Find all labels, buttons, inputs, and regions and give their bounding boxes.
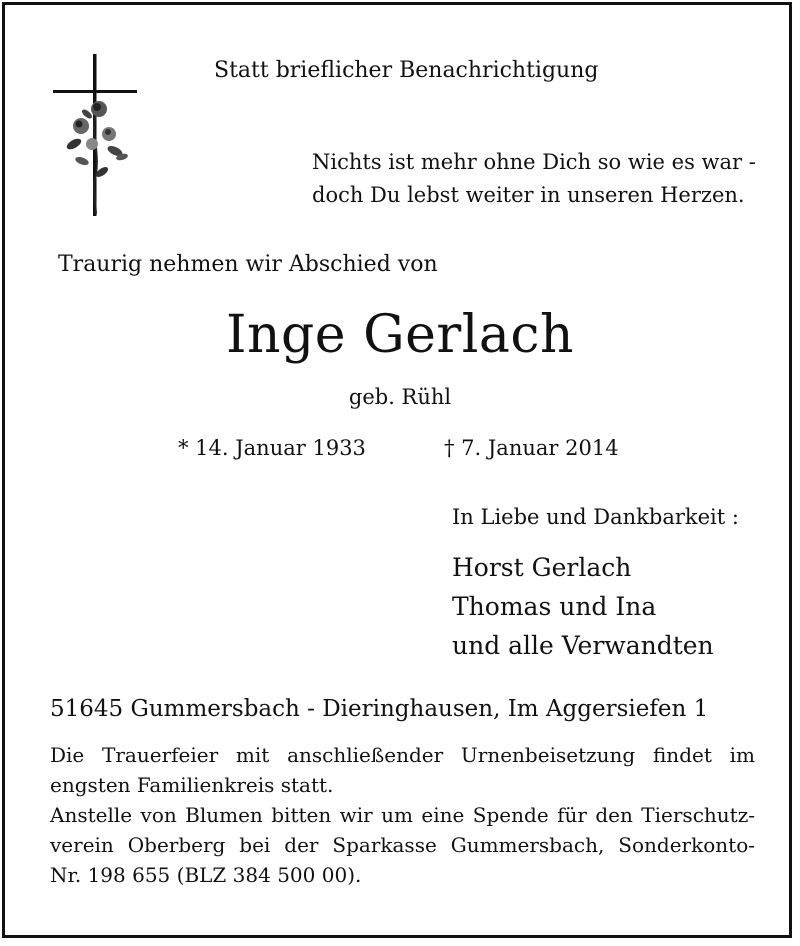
donation-notice-line: verein Oberberg bei der Sparkasse Gummersbach, Sonderkonto- (50, 833, 755, 857)
family-address: 51645 Gummersbach - Dieringhausen, Im Aggersiefen 1 (50, 696, 709, 722)
maiden-name: geb. Rühl (348, 385, 452, 409)
memorial-verse (312, 146, 756, 212)
donation-notice-line: Nr. 198 655 (BLZ 384 500 00). (50, 863, 362, 887)
verse-line: doch Du lebst weiter in unseren Herzen. (312, 183, 745, 207)
closing-phrase: In Liebe und Dankbarkeit : (452, 505, 739, 529)
donation-notice-line: Anstelle von Blumen bitten wir um eine Spende für den Tierschutz- (50, 803, 755, 827)
birth-date: * 14. Januar 1933 (178, 436, 366, 460)
funeral-notice (50, 740, 755, 890)
deceased-name: Inge Gerlach (225, 305, 575, 365)
ceremony-notice-line: Die Trauerfeier mit anschließender Urnenbeisetzung findet im (50, 743, 755, 767)
farewell-intro: Traurig nehmen wir Abschied von (58, 252, 438, 277)
mourner-name: Thomas und Ina (452, 592, 657, 621)
mourner-name: Horst Gerlach (452, 553, 632, 582)
mourner-name: und alle Verwandten (452, 631, 714, 660)
notice-header: Statt brieflicher Benachrichtigung (214, 58, 599, 83)
cross-with-roses-icon (52, 54, 142, 218)
mourners-list (452, 548, 714, 665)
ceremony-notice-line: engsten Familienkreis statt. (50, 773, 334, 797)
verse-line: Nichts ist mehr ohne Dich so wie es war - (312, 150, 756, 174)
death-date: † 7. Januar 2014 (444, 436, 619, 460)
